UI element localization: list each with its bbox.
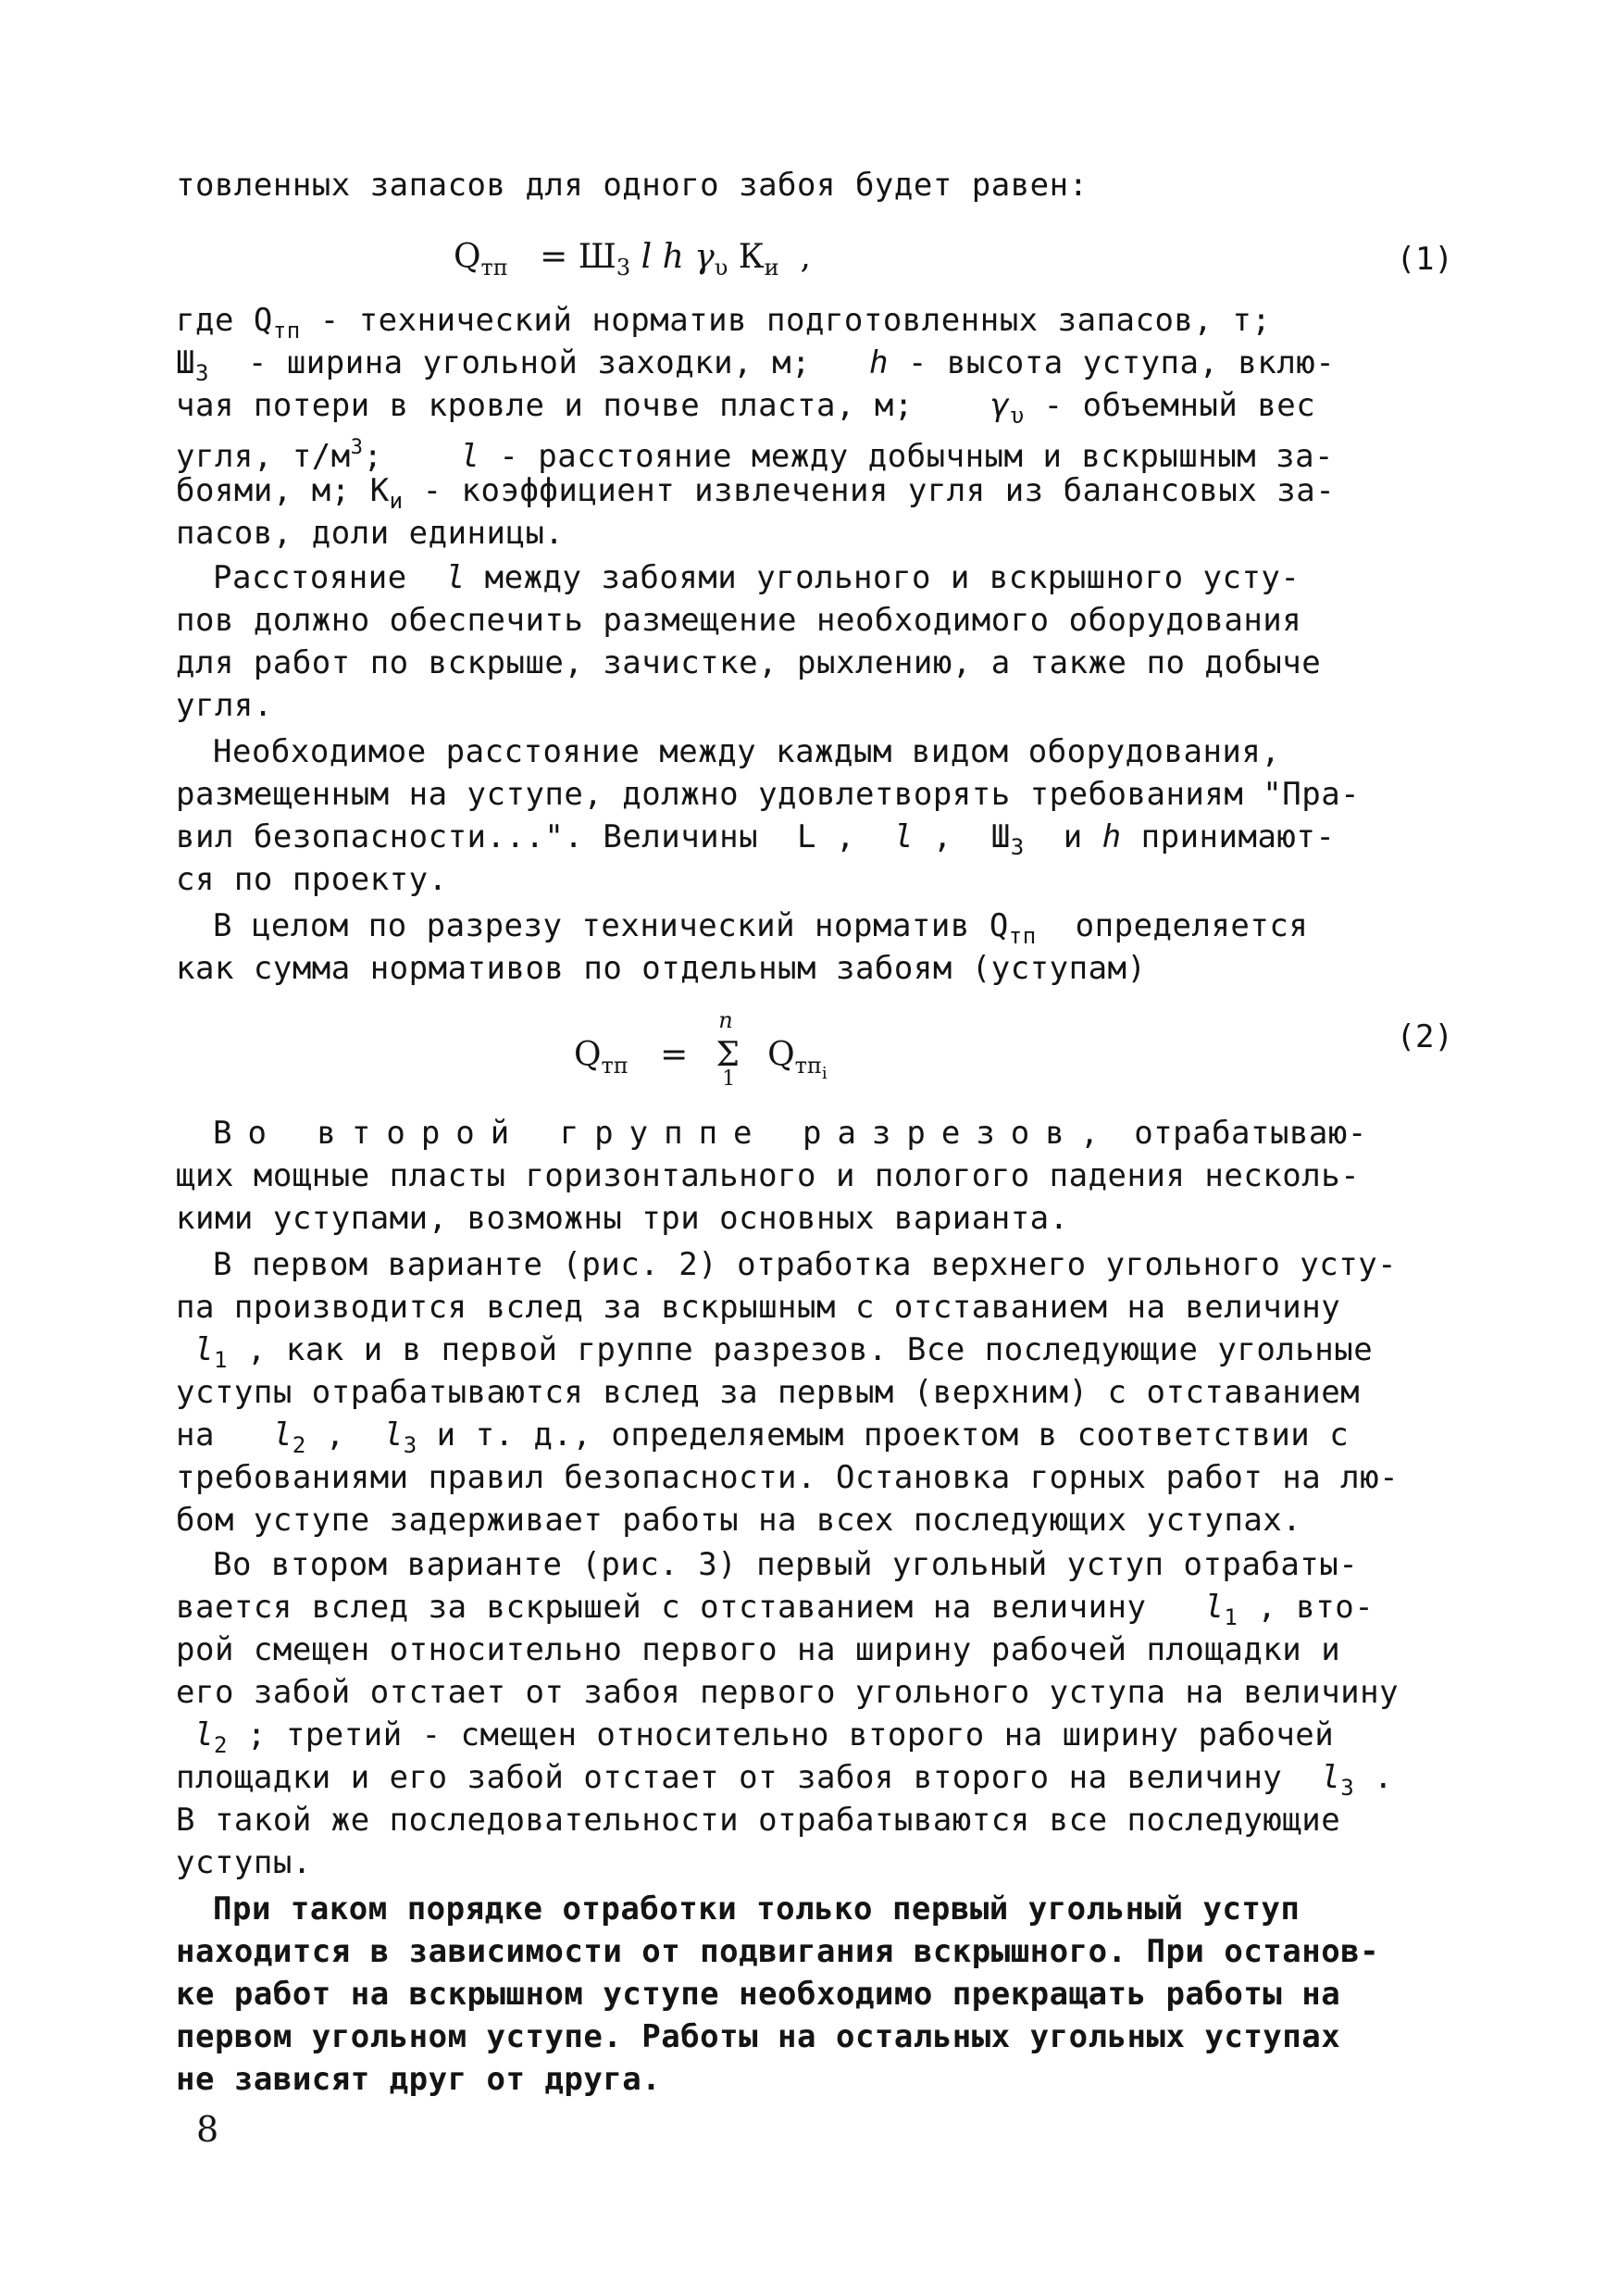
formula-symbol: γ: [694, 238, 715, 276]
symbol: l: [272, 1416, 292, 1454]
subscript-index: i: [821, 1064, 828, 1083]
equation-number-2: (2): [1396, 1018, 1453, 1055]
text-line: как сумма нормативов по отдельным забоям (уступам): [176, 950, 1147, 987]
text-fragment: чая потери в кровле и почве пласта, м;: [176, 387, 914, 424]
text-fragment: - расстояние между добычным и вскрышным за-: [499, 438, 1335, 475]
text-line: па производится вслед за вскрышным с отставанием на величину: [176, 1289, 1341, 1326]
subscript: 2: [292, 1432, 306, 1458]
formula-symbol: Q: [574, 1036, 602, 1074]
equation-number-1: (1): [1396, 241, 1453, 278]
text-line: уступы отрабатываются вслед за первым (верхним) с отставанием: [176, 1374, 1361, 1411]
text-line: [176, 472, 1453, 519]
text-line: для работ по вскрыше, зачистке, рыхлению, а также по добыче: [176, 644, 1322, 681]
formula-symbol: К: [738, 238, 765, 276]
formula-subscript: [794, 1053, 828, 1083]
subscript: 1: [213, 1347, 228, 1373]
text-fragment: - коэффициент извлечения угля из балансовых за-: [422, 472, 1336, 509]
formula-symbol: h: [662, 238, 684, 276]
text-line: [213, 907, 1453, 955]
symbol: h: [868, 344, 889, 381]
text-fragment: и: [1063, 818, 1083, 855]
text-line: [213, 1115, 1453, 1152]
formula-symbol: l: [641, 238, 653, 276]
subscript: 3: [194, 360, 209, 386]
text-line: кими уступами, возможны три основных варианта.: [176, 1200, 1069, 1237]
text-line: [176, 344, 1453, 392]
text-fragment: вается вслед за вскрышей с отставанием на величину: [176, 1589, 1147, 1626]
text-line: ся по проекту.: [176, 861, 448, 898]
text-line: угля.: [176, 687, 273, 724]
symbol: h: [1101, 818, 1122, 855]
formula-symbol: Ш: [578, 238, 616, 276]
text-fragment: площадки и его забой отстает от забоя второго на величину: [176, 1759, 1283, 1796]
text-fragment: принимают-: [1140, 818, 1336, 855]
formula-symbol: ,: [800, 238, 811, 276]
text-fragment: и т. д., определяемым проектом в соответствии с: [436, 1416, 1350, 1454]
symbol: l: [1321, 1759, 1341, 1796]
text-line: [176, 387, 1453, 434]
text-line: его забой отстает от забоя первого угольного уступа на величину: [176, 1674, 1400, 1711]
text-line: угля, $т/м^3$; l - расстояние между добычным и вскрышным за-: [176, 436, 1335, 475]
subscript: и: [389, 488, 404, 514]
symbol: Ш: [990, 818, 1011, 855]
text-line: Во втором варианте (рис. 3) первый угольный уступ отрабаты-: [213, 1546, 1359, 1583]
subscript-text: тп: [794, 1053, 822, 1079]
spaced-heading: Во второй группе разрезов,: [213, 1115, 1115, 1152]
text-fragment: боями, м; К: [176, 472, 390, 509]
subscript: 3: [403, 1432, 417, 1458]
text-fragment: на: [176, 1416, 215, 1454]
text-fragment: ; третий - смещен относительно второго на ширину рабочей: [246, 1716, 1335, 1753]
text-line: не зависят друг от друга.: [176, 2061, 662, 2098]
text-line: В такой же последовательности отрабатываются все последующие: [176, 1802, 1341, 1839]
symbol: l: [1204, 1589, 1225, 1626]
text-line: [194, 1331, 1453, 1379]
sum-operator: [709, 1007, 746, 1091]
text-line: Необходимое расстояние между каждым видом оборудования,: [213, 733, 1281, 770]
page-number: 8: [196, 2109, 219, 2150]
formula-symbol: Q: [767, 1036, 795, 1074]
text-fragment: вил безопасности...". Величины: [176, 818, 759, 855]
subscript: 3: [1010, 834, 1025, 860]
formula-symbol: =: [540, 238, 568, 276]
text-line: [194, 1716, 1453, 1764]
formula-subscript: υ: [714, 255, 728, 281]
symbol: L: [797, 818, 817, 855]
sum-upper-limit: n: [718, 1007, 733, 1033]
text-fragment: Расстояние: [213, 559, 407, 596]
text-fragment: , как и в первой группе разрезов. Все последующие угольные: [246, 1331, 1374, 1368]
formula-subscript: тп: [601, 1053, 629, 1079]
text-line: В первом варианте (рис. 2) отработка верхнего угольного усту-: [213, 1246, 1398, 1283]
text-line: бом уступе задерживает работы на всех последующих уступах.: [176, 1502, 1302, 1539]
text-fragment: - технический норматив подготовленных запасов, т;: [319, 302, 1272, 339]
formula-subscript: тп: [480, 255, 508, 281]
subscript: 1: [1224, 1604, 1238, 1630]
text-fragment: - высота уступа, вклю-: [907, 344, 1336, 381]
formula-2: [574, 1007, 828, 1092]
text-line: [176, 302, 1453, 349]
text-line: требованиями правил безопасности. Остановка горных работ на лю-: [176, 1459, 1400, 1496]
text-fragment: - объемный вес: [1043, 387, 1316, 424]
symbol: Q: [989, 907, 1009, 944]
formula-symbol: Q: [454, 238, 481, 276]
sigma-symbol: Σ: [716, 1036, 740, 1074]
text-fragment: - ширина угольной заходки, м;: [247, 344, 812, 381]
text-line: на $l_2$ , $l_3$ и т. д., определяемым проектом в соответствии с: [176, 1416, 1350, 1458]
text-fragment: , вто-: [1257, 1589, 1375, 1626]
symbol: l: [194, 1716, 214, 1753]
text-line: [213, 559, 1453, 596]
text-line: размещенным на уступе, должно удовлетворять требованиям "Пра-: [176, 776, 1361, 813]
text-line: уступы.: [176, 1844, 312, 1881]
superscript: 3: [350, 436, 364, 459]
subscript: 2: [213, 1732, 228, 1758]
text-line: вил безопасности...". Величины L , l , $Ш_3$ и h принимают-: [176, 818, 1336, 860]
text-fragment: где Q: [176, 302, 273, 339]
text-fragment: определяется: [1075, 907, 1309, 944]
symbol: l: [383, 1416, 404, 1454]
symbol: l: [194, 1331, 214, 1368]
subscript: 3: [1340, 1775, 1355, 1801]
formula-subscript: 3: [616, 255, 631, 281]
text-fragment: В целом по разрезу технический норматив: [213, 907, 970, 944]
formula-subscript: и: [764, 255, 779, 281]
subscript: тп: [272, 318, 301, 343]
text-fragment: угля, т/м: [176, 438, 351, 475]
text-line: При таком порядке отработки только первый угольный уступ: [213, 1890, 1301, 1928]
symbol: l: [445, 559, 466, 596]
text-line: пасов, доли единицы.: [176, 515, 565, 552]
text-fragment: отрабатываю-: [1134, 1115, 1367, 1152]
text-line: щих мощные пласты горизонтального и пологого падения несколь-: [176, 1157, 1361, 1194]
subscript: тп: [1008, 923, 1037, 949]
text-line: находится в зависимости от подвигания вскрышного. При останов-: [176, 1933, 1380, 1970]
text-line: товленных запасов для одного забоя будет равен:: [176, 167, 1089, 204]
subscript: υ: [1010, 403, 1025, 429]
text-line: [176, 1589, 1453, 1636]
sum-lower-limit: 1: [722, 1067, 736, 1091]
text-fragment: .: [1374, 1759, 1394, 1796]
symbol: l: [460, 438, 480, 475]
text-line: пов должно обеспечить размещение необходимого оборудования: [176, 602, 1302, 639]
symbol: γ: [990, 387, 1011, 424]
text-line: рой смещен относительно первого на ширину рабочей площадки и: [176, 1631, 1341, 1668]
text-line: первом угольном уступе. Работы на остальных угольных уступах: [176, 2018, 1341, 2055]
formula-1: [454, 239, 811, 286]
text-line: ке работ на вскрышном уступе необходимо прекращать работы на: [176, 1976, 1341, 2013]
formula-symbol: =: [660, 1036, 689, 1074]
text-fragment: Ш: [176, 344, 195, 381]
symbol: l: [893, 818, 914, 855]
text-line: [176, 1759, 1453, 1806]
text-fragment: между забоями угольного и вскрышного усту-: [484, 559, 1301, 596]
